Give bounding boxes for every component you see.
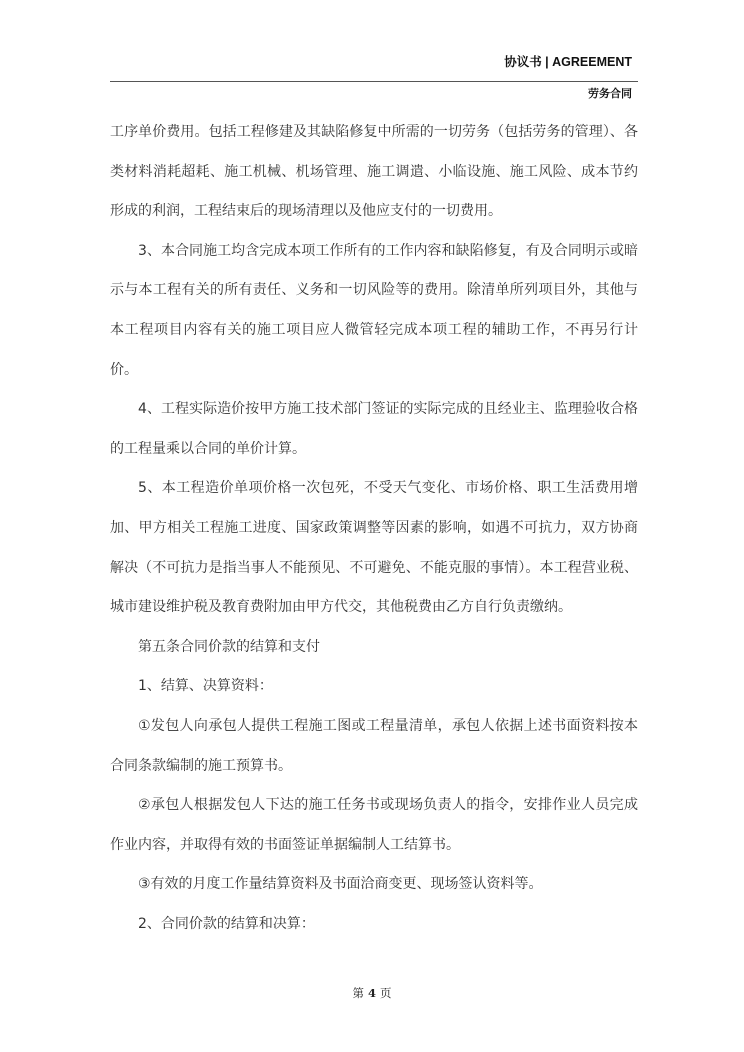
section-heading-article-5: 第五条合同价款的结算和支付 <box>138 638 320 655</box>
paragraph-clause-4: 4、工程实际造价按甲方施工技术部门签证的实际完成的且经业主、监理验收合格的工程量乘以合同的单价计算。 <box>110 401 638 457</box>
paragraph-subitem-3: ③有效的月度工作量结算资料及书面洽商变更、现场签认资料等。 <box>138 876 543 893</box>
page-prefix: 第 <box>352 986 364 1000</box>
page-suffix: 页 <box>380 986 392 1000</box>
paragraph-item-2: 2、合同价款的结算和决算： <box>138 915 315 932</box>
paragraph-clause-5: 5、本工程造价单项价格一次包死，不受天气变化、市场价格、职工生活费用增加、甲方相关工程施工进度、国家政策调整等因素的影响，如遇不可抗力，双方协商解决（不可抗力是指当事人不能预见、不可避免、不能克服的事情）。本工程营业税、城市建设维护税及教育费附加由甲方代交，其他税费由乙方自行负责缴纳。 <box>110 480 638 616</box>
header-divider <box>110 81 638 82</box>
paragraph-item-1: 1、结算、决算资料： <box>138 678 273 695</box>
page-number: 4 <box>367 986 376 1000</box>
paragraph-clause-3: 3、本合同施工均含完成本项工作所有的工作内容和缺陷修复，有及合同明示或暗示与本工程有关的所有责任、义务和一切风险等的费用。除清单所列项目外，其他与本工程项目内容有关的施工项目应人微管轻完成本项工程的辅助工作，不再另行计价。 <box>110 242 638 378</box>
header-title: 协议书 | AGREEMENT <box>504 55 632 69</box>
paragraph-subitem-2: ②承包人根据发包人下达的施工任务书或现场负责人的指令，安排作业人员完成作业内容，并取得有效的书面签证单据编制人工结算书。 <box>110 797 638 853</box>
page-footer <box>0 985 744 1001</box>
header-subtitle: 劳务合同 <box>588 87 632 100</box>
paragraph-continuation: 工序单价费用。包括工程修建及其缺陷修复中所需的一切劳务（包括劳务的管理）、各类材料消耗超耗、施工机械、机场管理、施工调遣、小临设施、施工风险、成本节约形成的利润，工程结束后的现场清理以及他应支付的一切费用。 <box>110 124 638 220</box>
document-body <box>110 113 638 944</box>
paragraph-subitem-1: ①发包人向承包人提供工程施工图或工程量清单，承包人依据上述书面资料按本合同条款编制的施工预算书。 <box>110 717 638 774</box>
